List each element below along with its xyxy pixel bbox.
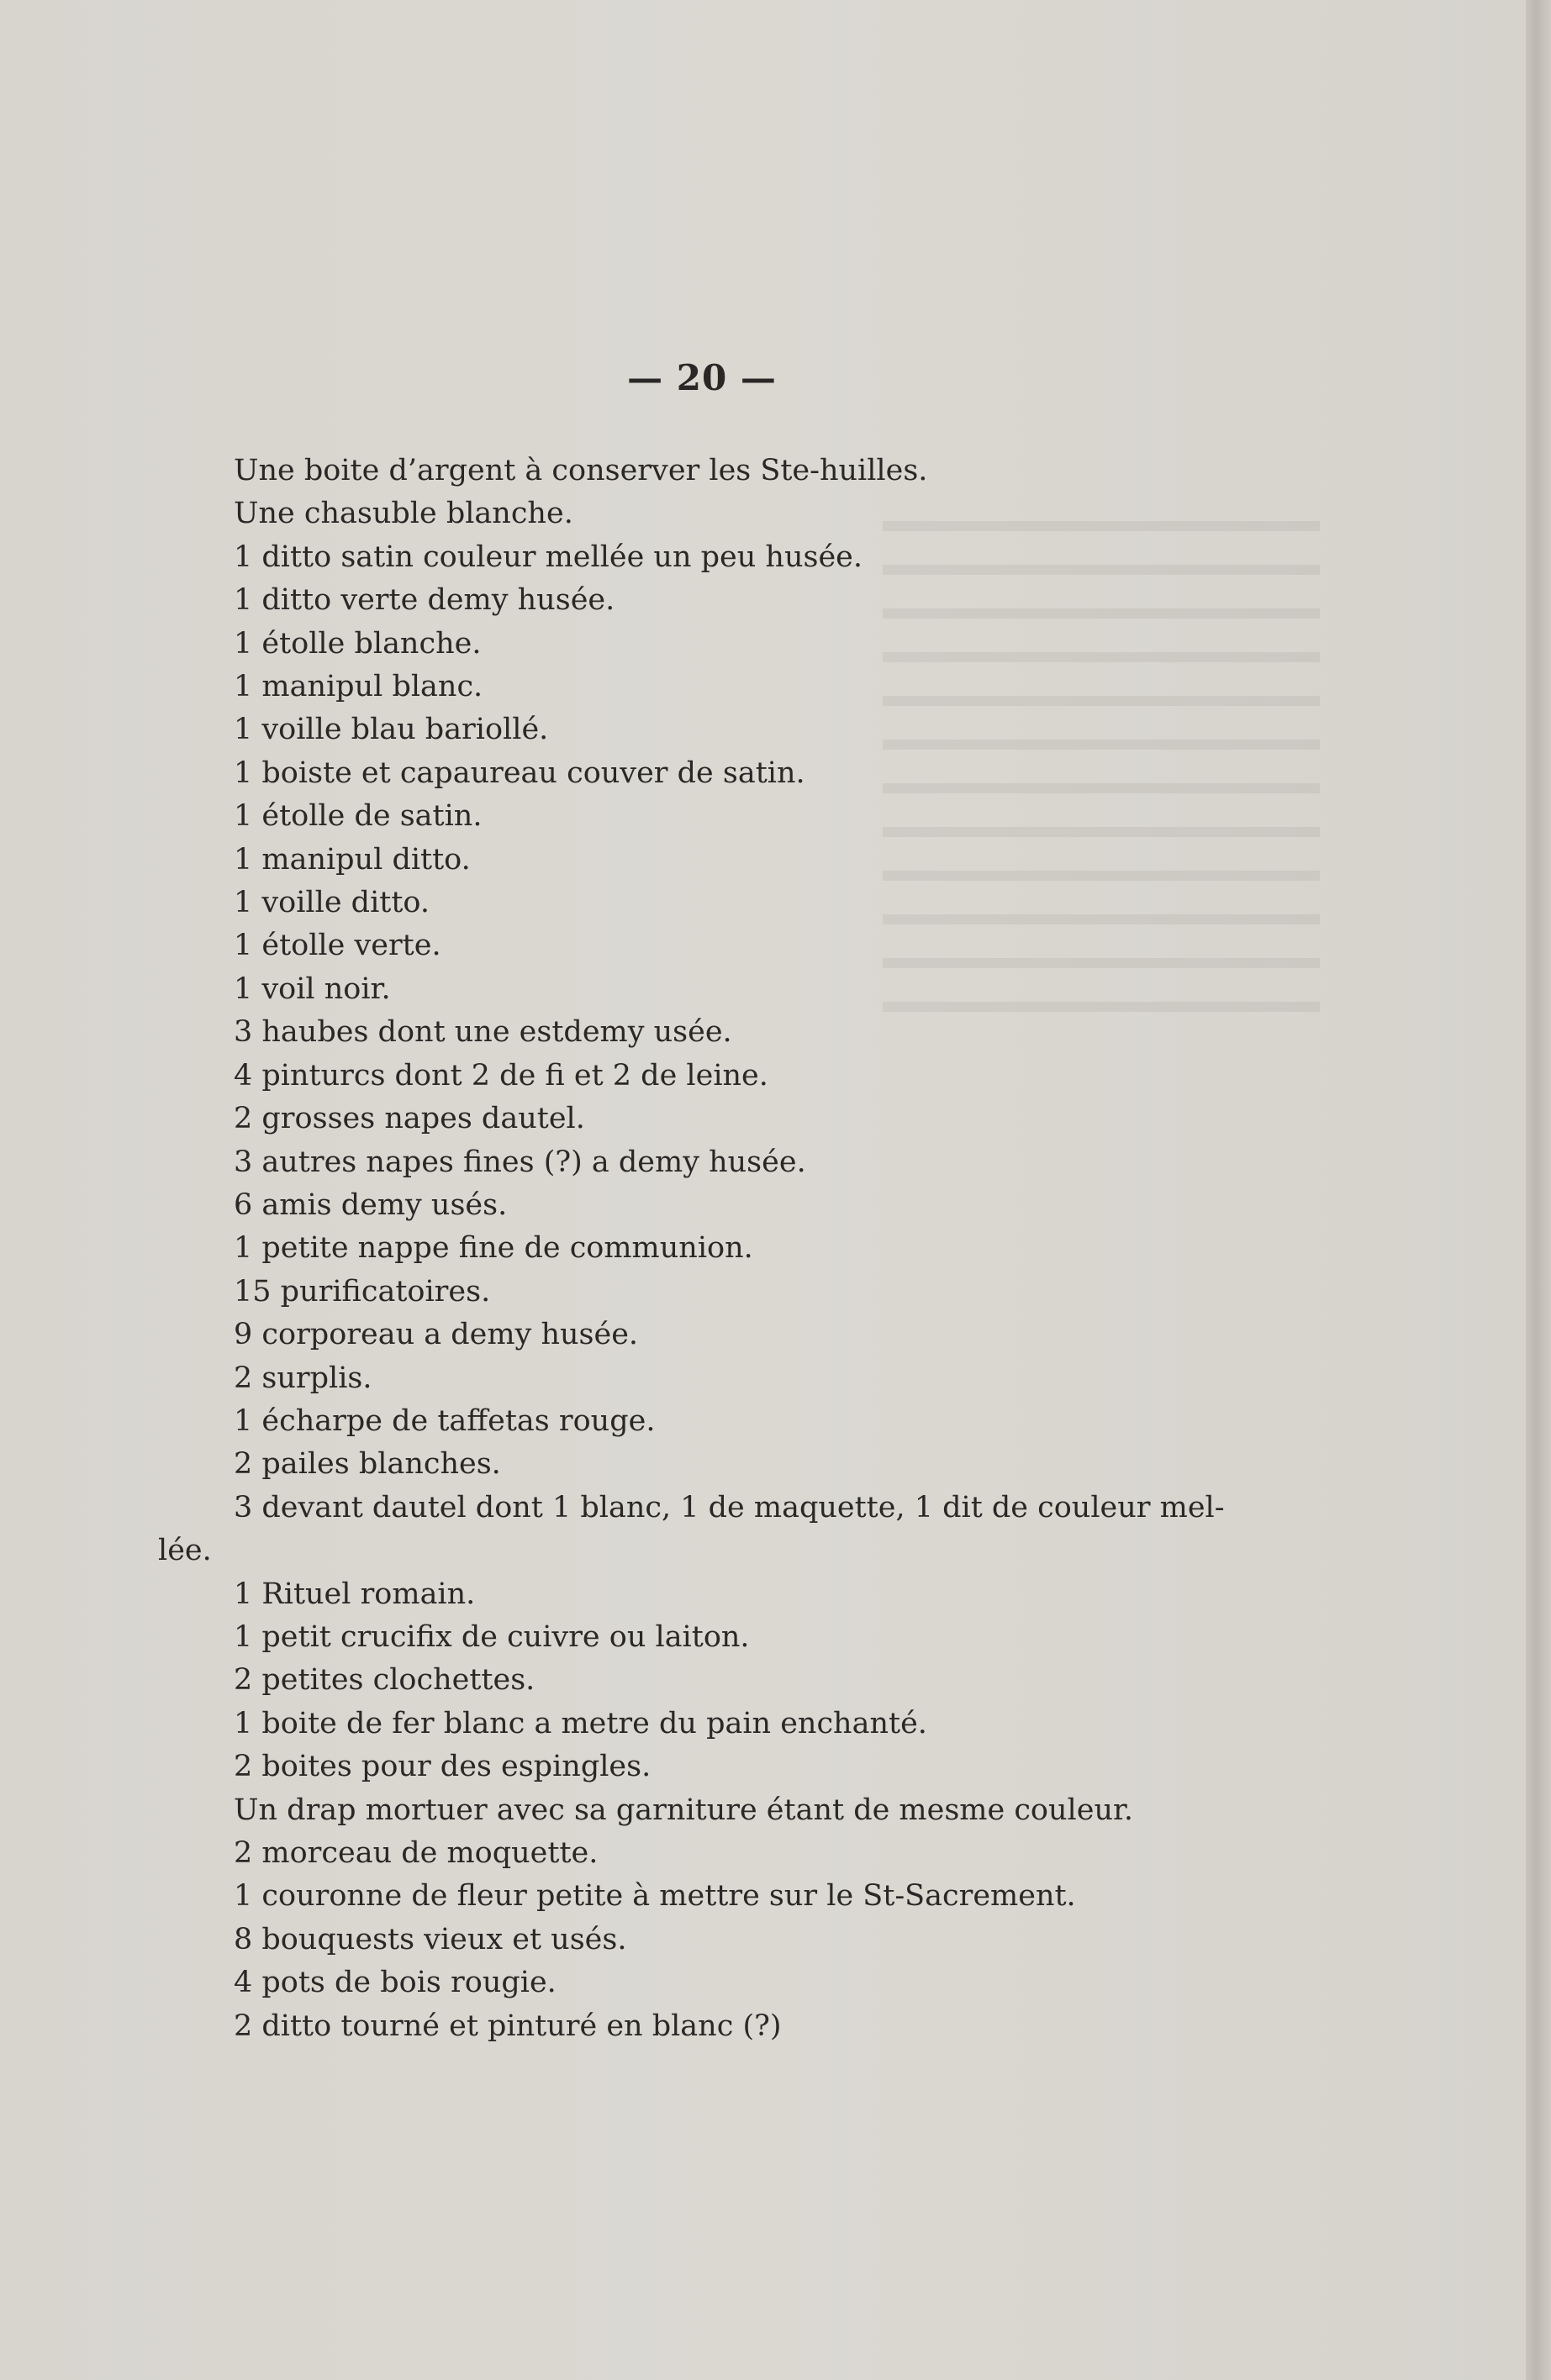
- list-item: 2 ditto tourné et pinturé en blanc (?): [234, 2009, 782, 2043]
- list-item: 1 Rituel romain.: [234, 1577, 476, 1611]
- list-item: 3 autres napes fines (?) a demy husée.: [234, 1145, 806, 1179]
- list-item: 1 manipul ditto.: [234, 842, 471, 877]
- list-item: 2 boites pour des espingles.: [234, 1750, 652, 1784]
- list-item: 3 haubes dont une estdemy usée.: [234, 1015, 732, 1050]
- list-item: 2 pailes blanches.: [234, 1447, 501, 1482]
- list-item: 1 étolle blanche.: [234, 626, 482, 661]
- list-item: 1 ditto verte demy husée.: [234, 583, 615, 618]
- list-item: 2 surplis.: [234, 1361, 372, 1395]
- list-item: 6 amis demy usés.: [234, 1187, 508, 1222]
- list-item: 1 petite nappe fine de communion.: [234, 1231, 753, 1266]
- list-item: 1 voille ditto.: [234, 886, 430, 920]
- list-item: 1 voil noir.: [234, 971, 391, 1006]
- list-item: 1 couronne de fleur petite à mettre sur le St-Sacrement.: [234, 1879, 1076, 1914]
- list-item: 9 corporeau a demy husée.: [234, 1318, 639, 1352]
- list-item: Une chasuble blanche.: [234, 497, 573, 531]
- list-item: 1 boiste et capaureau couver de satin.: [234, 756, 805, 790]
- list-item: 4 pinturcs dont 2 de fi et 2 de leine.: [234, 1058, 768, 1093]
- list-item: 1 étolle de satin.: [234, 799, 483, 834]
- list-item: 15 purificatoires.: [234, 1274, 491, 1308]
- list-item: 2 petites clochettes.: [234, 1663, 535, 1698]
- list-item: Un drap mortuer avec sa garniture étant de mesme couleur.: [234, 1793, 1133, 1827]
- list-item: Une boite d’argent à conserver les Ste-huilles.: [234, 454, 928, 487]
- list-item: 1 boite de fer blanc a metre du pain enchanté.: [234, 1706, 927, 1740]
- list-item: 2 morceau de moquette.: [234, 1836, 599, 1870]
- page-number: — 20 —: [627, 357, 777, 398]
- list-item: 1 ditto satin couleur mellée un peu husée.: [234, 540, 863, 574]
- list-item: 4 pots de bois rougie.: [234, 1966, 557, 2000]
- page-edge: [1526, 0, 1551, 2380]
- list-item: 3 devant dautel dont 1 blanc, 1 de maquette, 1 dit de couleur mel-: [234, 1490, 1225, 1524]
- list-item: 1 voille blau bariollé.: [234, 713, 549, 747]
- list-item: 2 grosses napes dautel.: [234, 1102, 585, 1136]
- list-item: 1 écharpe de taffetas rouge.: [234, 1403, 656, 1438]
- list-item: 1 petit crucifix de cuivre ou laiton.: [234, 1619, 750, 1654]
- list-item-continuation: lée.: [158, 1534, 212, 1568]
- list-item: 1 manipul blanc.: [234, 670, 483, 704]
- inventory-list: [158, 450, 1301, 2048]
- list-item: 8 bouquests vieux et usés.: [234, 1922, 627, 1956]
- list-item: 1 étolle verte.: [234, 929, 441, 963]
